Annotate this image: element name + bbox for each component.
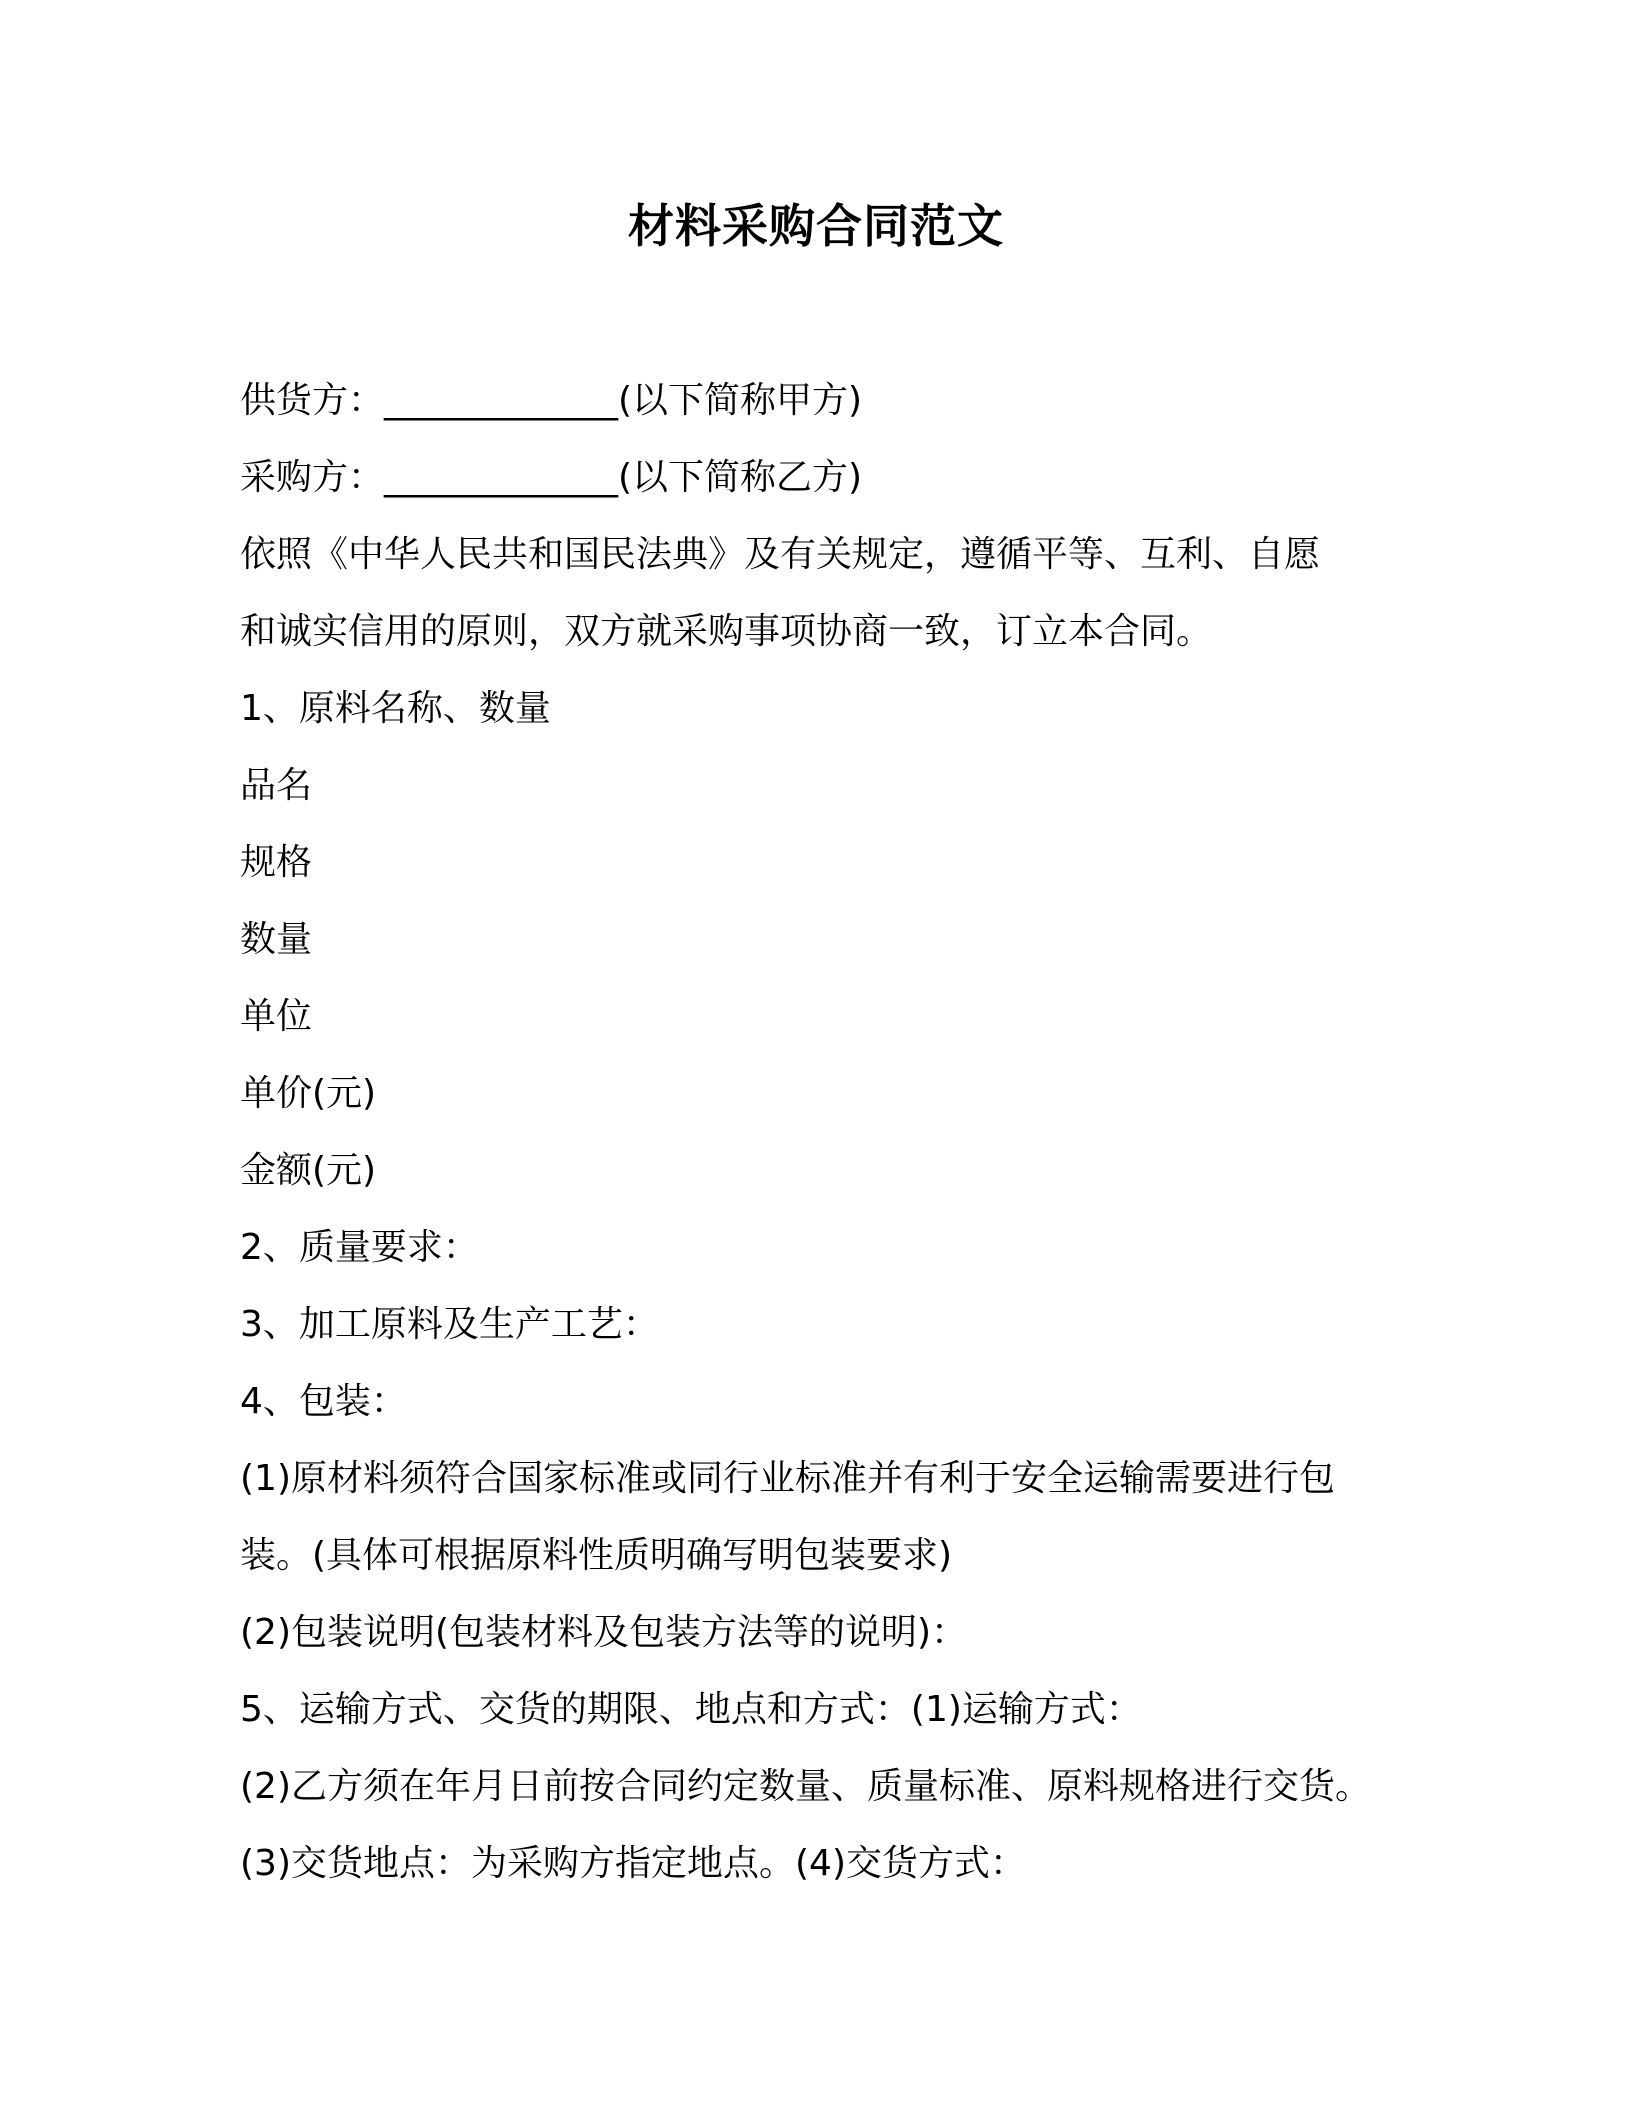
- section-2-heading: 2、质量要求：: [240, 1227, 479, 1268]
- field-unit: 单位: [240, 996, 313, 1037]
- document-body: [240, 362, 1400, 1902]
- delivery-clause-3-4: (3)交货地点：为采购方指定地点。(4)交货方式：: [240, 1843, 1026, 1884]
- section-5-heading: 5、运输方式、交货的期限、地点和方式：(1)运输方式：: [240, 1689, 1142, 1730]
- packaging-clause-1-line-1: (1)原材料须符合国家标准或同行业标准并有利于安全运输需要进行包: [240, 1458, 1335, 1499]
- preamble-line-2: 和诚实信用的原则，双方就采购事项协商一致，订立本合同。: [240, 611, 1213, 652]
- purchaser-line: 采购方：_____________(以下简称乙方): [240, 457, 863, 498]
- section-1-heading: 1、原料名称、数量: [240, 688, 551, 729]
- packaging-clause-2: (2)包装说明(包装材料及包装方法等的说明)：: [240, 1612, 968, 1653]
- document-title: 材料采购合同范文: [628, 199, 1004, 253]
- field-specification: 规格: [240, 842, 313, 883]
- preamble-line-1: 依照《中华人民共和国民法典》及有关规定，遵循平等、互利、自愿: [240, 534, 1321, 575]
- field-unit-price: 单价(元): [240, 1073, 377, 1114]
- supplier-line: 供货方：_____________(以下简称甲方): [240, 380, 863, 421]
- packaging-clause-1-line-2: 装。(具体可根据原料性质明确写明包装要求): [240, 1535, 953, 1576]
- field-amount: 金额(元): [240, 1150, 377, 1191]
- section-3-heading: 3、加工原料及生产工艺：: [240, 1304, 659, 1345]
- field-quantity: 数量: [240, 919, 313, 960]
- section-4-heading: 4、包装：: [240, 1381, 407, 1422]
- field-product-name: 品名: [240, 765, 313, 806]
- delivery-clause-2: (2)乙方须在年月日前按合同约定数量、质量标准、原料规格进行交货。: [240, 1766, 1371, 1807]
